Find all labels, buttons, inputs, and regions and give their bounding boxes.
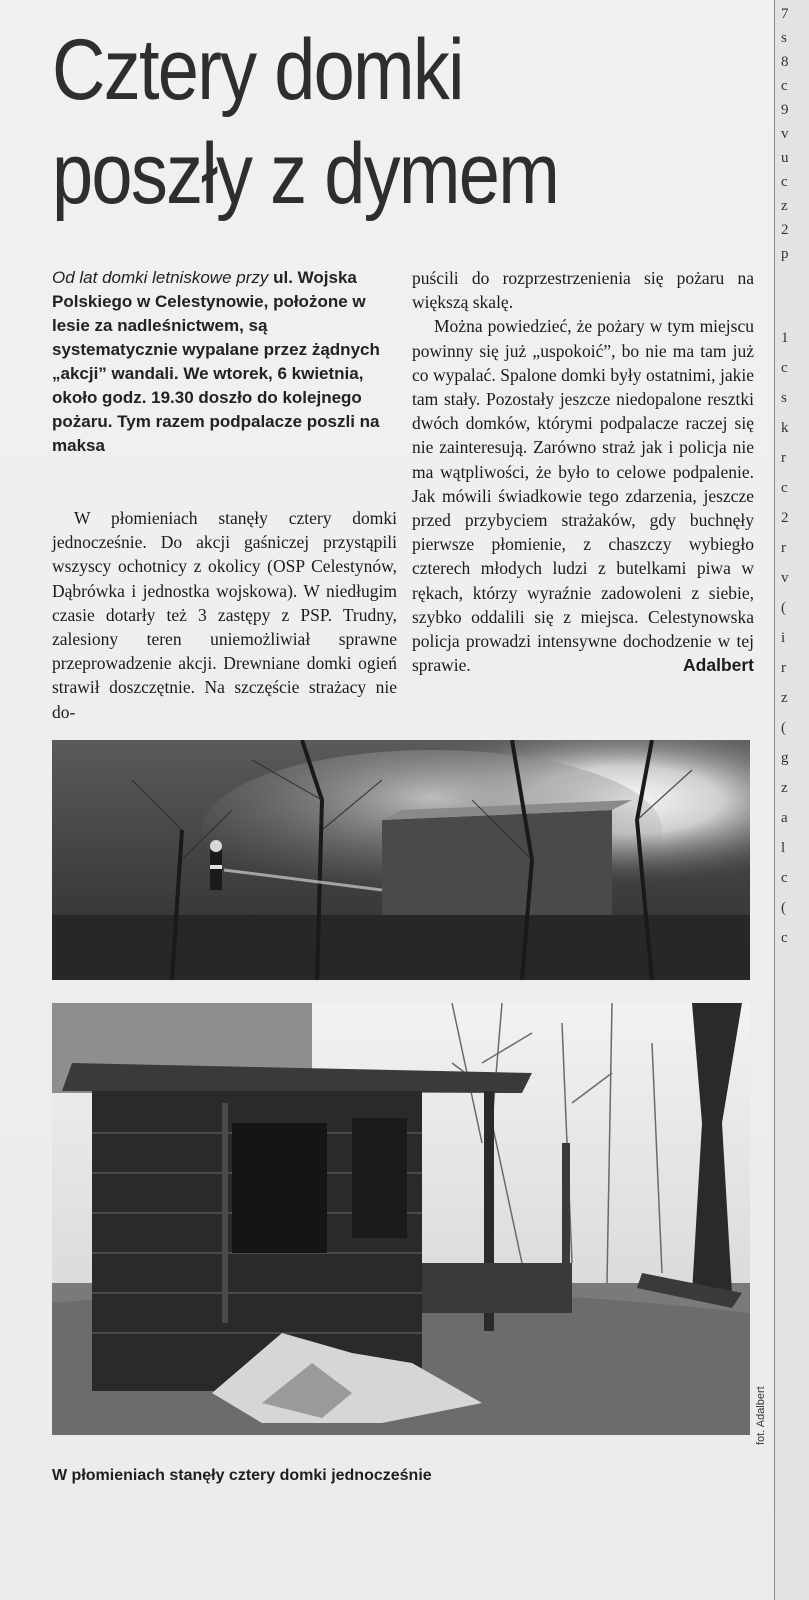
- edge-fragment: r: [781, 540, 786, 556]
- edge-fragment: s: [781, 30, 787, 46]
- photo-credit: fot. Adalbert: [755, 1386, 767, 1445]
- edge-fragment: r: [781, 450, 786, 466]
- edge-fragment: z: [781, 198, 788, 214]
- adjacent-column-edge: [774, 0, 809, 1600]
- edge-fragment: p: [781, 246, 789, 262]
- body-right-paragraph-2-text: Można powiedzieć, że pożary w tym miejscu powinny się już „uspokoić”, bo nie ma tam już co wypalać. Spalone domki były ostatnimi, jakie tam stały. Pozostały jeszcze niedopalone resztki dwóch domków, którymi podpalacze raczej się nie zainteresują. Zarówno straż jak i policja nie ma wątpliwości, że było to celowe podpalenie. Jak mówili świadkowie tego zdarzenia, jeszcze przed przybyciem strażaków, gdy buchnęły pierwsze płomienie, z chaszczy wybiegło czterech młodych ludzi z butelkami piwa w rękach, którzy wyraźnie zadowoleni z siebie, szybko oddalili się z miejsca. Celestynowska policja prowadzi intensywne dochodzenie w tej sprawie.: [412, 316, 754, 676]
- edge-fragment: (: [781, 900, 786, 916]
- lead-italic-text: Od lat domki letniskowe przy: [52, 268, 269, 287]
- edge-fragment: c: [781, 360, 788, 376]
- edge-fragment: 2: [781, 510, 789, 526]
- edge-fragment: v: [781, 126, 789, 142]
- headline-line-2: poszły z dymem: [52, 126, 559, 222]
- edge-fragment: l: [781, 840, 786, 856]
- photo-caption: W płomieniach stanęły cztery domki jednocześnie: [52, 1467, 432, 1484]
- edge-fragment: c: [781, 174, 788, 190]
- edge-fragment: u: [781, 150, 789, 166]
- edge-fragment: 8: [781, 54, 789, 70]
- photo-fire-scene-image: [52, 740, 750, 980]
- photo-burned-cabin-image: [52, 1003, 750, 1435]
- body-right-paragraph-2: [412, 314, 754, 677]
- body-column-left: [52, 506, 397, 724]
- body-left-text: W płomieniach stanęły cztery domki jednocześnie. Do akcji gaśniczej przystąpili wszyscy ochotnicy z okolicy (OSP Celestynów, Dąbrówka i jednostka wojskowa). W niedługim czasie dotarły też 3 zastępy z PSP. Trudny, zalesiony teren uniemożliwiał sprawne przeprowadzenie akcji. Drewniane domki ogień strawił doszczętnie. Na szczęście strażacy nie do-: [52, 508, 397, 722]
- lead-bold-text: ul. Wojska Polskiego w Celestynowie, położone w lesie za nadleśnictwem, są systematycznie wypalane przez żądnych „akcji” wandali. We wtorek, 6 kwietnia, około godz. 19.30 doszło do kolejnego pożaru. Tym razem podpalacze poszli na maksa: [52, 268, 380, 455]
- photo-burned-cabin: [52, 1003, 750, 1435]
- body-column-right: [412, 266, 754, 677]
- edge-fragment: (: [781, 720, 786, 736]
- edge-fragment: z: [781, 780, 788, 796]
- edge-fragment: 9: [781, 102, 789, 118]
- edge-fragment: 2: [781, 222, 789, 238]
- edge-fragment: z: [781, 690, 788, 706]
- author-signature: Adalbert: [683, 655, 754, 676]
- edge-fragment: (: [781, 600, 786, 616]
- edge-fragment: c: [781, 480, 788, 496]
- photo-fire-scene: [52, 740, 750, 980]
- edge-fragment: v: [781, 570, 789, 586]
- edge-fragment: i: [781, 630, 786, 646]
- edge-fragment: c: [781, 870, 788, 886]
- lead-paragraph: [52, 266, 397, 458]
- body-right-paragraph-1: puścili do rozprzestrzenienia się pożaru na większą skalę.: [412, 268, 754, 313]
- edge-fragment: c: [781, 78, 788, 94]
- edge-fragment: r: [781, 660, 786, 676]
- edge-fragment: 1: [781, 330, 789, 346]
- edge-fragment: g: [781, 750, 789, 766]
- edge-fragment: 7: [781, 6, 789, 22]
- edge-fragment: a: [781, 810, 788, 826]
- edge-fragment: s: [781, 390, 787, 406]
- headline: [52, 18, 671, 226]
- edge-fragment: k: [781, 420, 789, 436]
- headline-line-1: Cztery domki: [52, 22, 463, 118]
- edge-fragment: c: [781, 930, 788, 946]
